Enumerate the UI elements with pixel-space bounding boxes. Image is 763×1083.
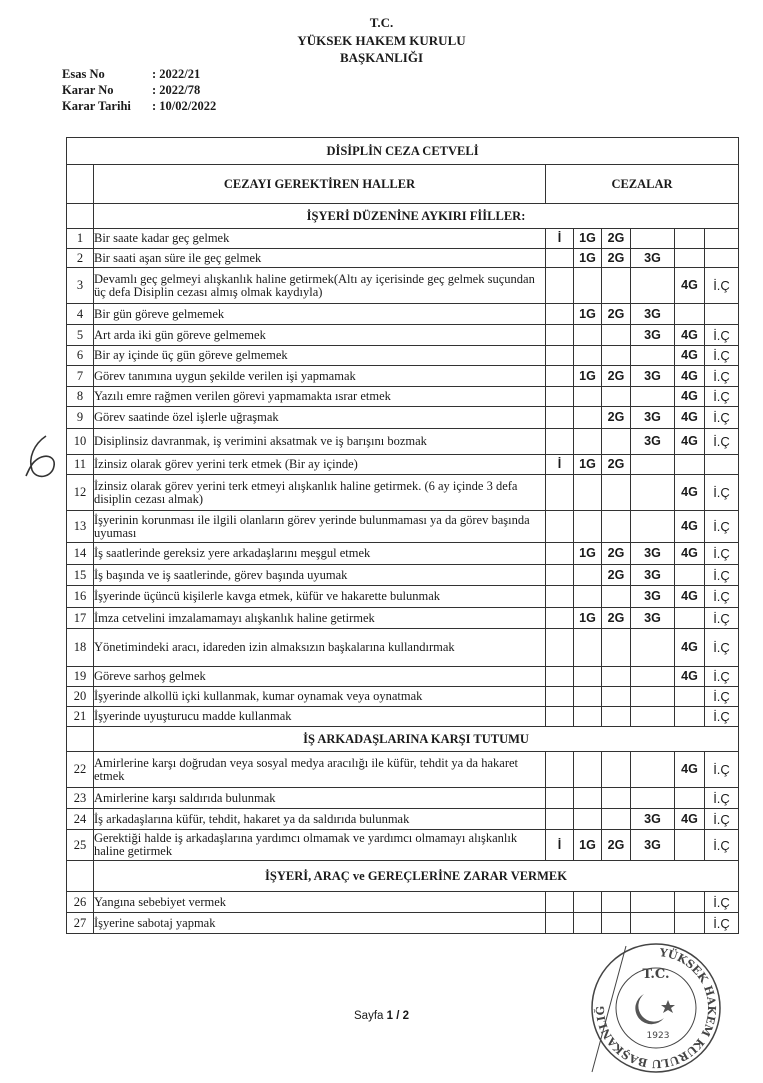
penalty-cell: 2G xyxy=(602,608,631,629)
row-number: 10 xyxy=(67,429,94,455)
penalty-cell: 3G xyxy=(631,830,675,861)
penalty-cell xyxy=(602,475,631,511)
penalty-cell xyxy=(574,752,602,788)
penalty-cell xyxy=(705,249,739,268)
penalty-cell xyxy=(574,629,602,667)
offense-text: Görev saatinde özel işlerle uğraşmak xyxy=(94,407,546,429)
row-number: 18 xyxy=(67,629,94,667)
table-row xyxy=(67,788,739,809)
meta-esas xyxy=(62,66,216,82)
penalty-cell: İ.Ç xyxy=(705,667,739,687)
table-row xyxy=(67,325,739,346)
offense-text: Bir gün göreve gelmemek xyxy=(94,304,546,325)
penalty-cell xyxy=(631,268,675,304)
penalty-cell: 2G xyxy=(602,830,631,861)
penalty-cell xyxy=(602,687,631,707)
penalty-table xyxy=(66,137,739,934)
row-number: 20 xyxy=(67,687,94,707)
header-blank-cell xyxy=(67,165,94,204)
offense-text: İzinsiz olarak görev yerini terk etmeyi alışkanlık haline getirmek. (6 ay içinde 3 defa disiplin cezası almak) xyxy=(94,475,546,511)
table-row xyxy=(67,387,739,407)
penalty-cell xyxy=(546,346,574,366)
section-title: İŞYERİ, ARAÇ ve GEREÇLERİNE ZARAR VERMEK xyxy=(94,861,739,892)
penalty-cell xyxy=(631,913,675,934)
row-number: 14 xyxy=(67,543,94,565)
penalty-cell xyxy=(574,788,602,809)
penalty-cell: İ xyxy=(546,830,574,861)
table-row xyxy=(67,229,739,249)
offense-text: İzinsiz olarak görev yerini terk etmek (Bir ay içinde) xyxy=(94,455,546,475)
offense-text: Bir saate kadar geç gelmek xyxy=(94,229,546,249)
table-row xyxy=(67,707,739,727)
row-number: 1 xyxy=(67,229,94,249)
section-blank-cell xyxy=(67,861,94,892)
footer-page-number: 1 / 2 xyxy=(386,1010,409,1022)
penalty-cell xyxy=(602,387,631,407)
penalty-cell xyxy=(631,707,675,727)
table-row xyxy=(67,366,739,387)
penalty-cell xyxy=(675,304,705,325)
penalty-cell: İ.Ç xyxy=(705,586,739,608)
penalty-cell xyxy=(546,565,574,586)
penalty-cell: İ.Ç xyxy=(705,892,739,913)
penalty-cell: İ.Ç xyxy=(705,608,739,629)
section-header-row xyxy=(67,727,739,752)
penalty-cell xyxy=(546,304,574,325)
penalty-cell: 3G xyxy=(631,809,675,830)
penalty-cell: İ.Ç xyxy=(705,830,739,861)
penalty-cell xyxy=(675,913,705,934)
penalty-cell xyxy=(546,325,574,346)
meta-label: Karar Tarihi xyxy=(62,99,131,113)
penalty-cell: 3G xyxy=(631,325,675,346)
penalty-cell xyxy=(631,387,675,407)
penalty-cell xyxy=(602,268,631,304)
penalty-cell xyxy=(546,687,574,707)
penalty-cell: 4G xyxy=(675,809,705,830)
offense-text: Amirlerine karşı doğrudan veya sosyal medya aracılığı ile küfür, tehdit ya da hakaret etmek xyxy=(94,752,546,788)
penalty-cell xyxy=(675,249,705,268)
penalty-cell: 3G xyxy=(631,565,675,586)
penalty-cell xyxy=(546,387,574,407)
penalty-cell: 3G xyxy=(631,543,675,565)
penalty-cell xyxy=(631,346,675,366)
footer-prefix: Sayfa xyxy=(354,1010,387,1022)
penalty-cell: İ.Ç xyxy=(705,366,739,387)
stamp-top-text: T.C. xyxy=(642,967,670,982)
row-number: 22 xyxy=(67,752,94,788)
penalty-cell: 4G xyxy=(675,475,705,511)
svg-text:YÜKSEK HAKEM KURULU BAŞKANLIĞI xyxy=(586,938,718,1070)
penalty-cell xyxy=(574,892,602,913)
penalty-cell: İ.Ç xyxy=(705,475,739,511)
penalty-cell: İ.Ç xyxy=(705,687,739,707)
row-number: 13 xyxy=(67,511,94,543)
penalty-cell xyxy=(546,268,574,304)
table-row xyxy=(67,249,739,268)
penalty-cell xyxy=(631,892,675,913)
table-row xyxy=(67,304,739,325)
header-tc: T.C. xyxy=(369,15,394,30)
row-number: 4 xyxy=(67,304,94,325)
offense-text: Yönetimindeki aracı, idareden izin almaksızın başkalarına kullandırmak xyxy=(94,629,546,667)
penalty-cell xyxy=(675,707,705,727)
penalty-cell: 1G xyxy=(574,543,602,565)
table-row xyxy=(67,268,739,304)
table-title: DİSİPLİN CEZA CETVELİ xyxy=(67,138,739,165)
penalty-cell: 4G xyxy=(675,366,705,387)
penalty-cell: 1G xyxy=(574,366,602,387)
penalty-cell: 2G xyxy=(602,455,631,475)
penalty-cell: 2G xyxy=(602,249,631,268)
penalty-cell: İ xyxy=(546,455,574,475)
penalty-cell: 4G xyxy=(675,629,705,667)
penalty-cell xyxy=(546,892,574,913)
offense-text: Göreve sarhoş gelmek xyxy=(94,667,546,687)
penalty-cell: 3G xyxy=(631,407,675,429)
section-title: İŞ ARKADAŞLARINA KARŞI TUTUMU xyxy=(94,727,739,752)
penalty-cell xyxy=(631,229,675,249)
offense-text: Art arda iki gün göreve gelmemek xyxy=(94,325,546,346)
header-presidency: BAŞKANLIĞI xyxy=(339,50,424,65)
penalty-cell: İ.Ç xyxy=(705,387,739,407)
penalty-cell xyxy=(546,809,574,830)
penalty-cell: 4G xyxy=(675,407,705,429)
meta-tarih xyxy=(62,98,216,114)
penalty-cell xyxy=(705,455,739,475)
row-number: 24 xyxy=(67,809,94,830)
meta-karar xyxy=(62,82,216,98)
penalty-cell xyxy=(546,752,574,788)
meta-label: Esas No xyxy=(62,67,105,81)
offense-text: Bir ay içinde üç gün göreve gelmemek xyxy=(94,346,546,366)
penalty-cell xyxy=(574,407,602,429)
meta-value: : 2022/21 xyxy=(152,67,201,81)
offense-text: İşyerinde üçüncü kişilerle kavga etmek, küfür ve hakarette bulunmak xyxy=(94,586,546,608)
penalty-cell xyxy=(546,913,574,934)
table-row xyxy=(67,543,739,565)
penalty-cell: İ.Ç xyxy=(705,346,739,366)
offense-text: Yangına sebebiyet vermek xyxy=(94,892,546,913)
row-number: 21 xyxy=(67,707,94,727)
penalty-cell: İ.Ç xyxy=(705,565,739,586)
offense-text: İşyerine sabotaj yapmak xyxy=(94,913,546,934)
penalty-cell: İ.Ç xyxy=(705,707,739,727)
penalty-cell xyxy=(574,586,602,608)
penalty-cell xyxy=(546,249,574,268)
stamp-year: 1923 xyxy=(646,1031,670,1041)
penalty-cell: İ.Ç xyxy=(705,325,739,346)
row-number: 5 xyxy=(67,325,94,346)
penalty-cell: 2G xyxy=(602,407,631,429)
penalty-cell xyxy=(675,830,705,861)
table-title-row xyxy=(67,138,739,165)
penalty-cell: 4G xyxy=(675,325,705,346)
penalty-cell: İ.Ç xyxy=(705,429,739,455)
penalty-cell xyxy=(675,687,705,707)
offense-text: Devamlı geç gelmeyi alışkanlık haline getirmek(Altı ay içerisinde geç gelmek suçundan üç defa Disiplin cezası almış olmak kaydıyla) xyxy=(94,268,546,304)
penalty-cell xyxy=(546,407,574,429)
penalty-cell xyxy=(546,667,574,687)
row-number: 16 xyxy=(67,586,94,608)
meta-value: : 10/02/2022 xyxy=(152,99,217,113)
penalty-cell: 1G xyxy=(574,304,602,325)
penalty-cell xyxy=(602,707,631,727)
penalty-cell xyxy=(546,429,574,455)
penalty-cell xyxy=(574,667,602,687)
penalty-cell xyxy=(602,629,631,667)
penalty-cell xyxy=(546,707,574,727)
offense-text: İş saatlerinde gereksiz yere arkadaşlarını meşgul etmek xyxy=(94,543,546,565)
penalty-cell xyxy=(602,586,631,608)
table-row xyxy=(67,752,739,788)
section-title: İŞYERİ DÜZENİNE AYKIRI FİİLLER: xyxy=(94,204,739,229)
penalty-cell xyxy=(574,475,602,511)
margin-mark-glyph xyxy=(24,432,64,482)
penalty-cell: İ.Ç xyxy=(705,268,739,304)
penalty-cell: 1G xyxy=(574,455,602,475)
row-number: 17 xyxy=(67,608,94,629)
penalty-cell xyxy=(546,629,574,667)
section-header-row xyxy=(67,204,739,229)
penalty-cell xyxy=(574,429,602,455)
penalty-cell xyxy=(546,543,574,565)
row-number: 25 xyxy=(67,830,94,861)
penalty-cell xyxy=(631,629,675,667)
row-number: 2 xyxy=(67,249,94,268)
penalty-cell: İ.Ç xyxy=(705,511,739,543)
penalty-cell: 2G xyxy=(602,366,631,387)
penalty-cell: 2G xyxy=(602,229,631,249)
offense-text: İşyerinin korunması ile ilgili olanların görev yerinde bulunmaması ya da görev başında uyuması xyxy=(94,511,546,543)
penalty-cell xyxy=(574,687,602,707)
penalty-cell xyxy=(602,511,631,543)
penalty-cell xyxy=(631,511,675,543)
penalty-cell xyxy=(574,707,602,727)
table-row xyxy=(67,913,739,934)
penalty-cell xyxy=(602,346,631,366)
table-row xyxy=(67,429,739,455)
table-row xyxy=(67,475,739,511)
header-institution: YÜKSEK HAKEM KURULU xyxy=(297,33,466,48)
offense-text: İşyerinde alkollü içki kullanmak, kumar oynamak veya oynatmak xyxy=(94,687,546,707)
row-number: 27 xyxy=(67,913,94,934)
section-blank-cell xyxy=(67,204,94,229)
penalty-cell: İ.Ç xyxy=(705,809,739,830)
penalty-cell xyxy=(631,667,675,687)
column-header-penalties: CEZALAR xyxy=(546,165,739,204)
table-row xyxy=(67,892,739,913)
row-number: 3 xyxy=(67,268,94,304)
penalty-cell: 4G xyxy=(675,586,705,608)
penalty-cell: 1G xyxy=(574,608,602,629)
penalty-cell xyxy=(546,788,574,809)
penalty-cell: 3G xyxy=(631,429,675,455)
row-number: 19 xyxy=(67,667,94,687)
table-row xyxy=(67,687,739,707)
offense-text: İmza cetvelini imzalamamayı alışkanlık haline getirmek xyxy=(94,608,546,629)
table-row xyxy=(67,667,739,687)
penalty-cell: 3G xyxy=(631,249,675,268)
row-number: 6 xyxy=(67,346,94,366)
row-number: 8 xyxy=(67,387,94,407)
row-number: 11 xyxy=(67,455,94,475)
penalty-cell xyxy=(675,565,705,586)
penalty-cell xyxy=(602,809,631,830)
section-blank-cell xyxy=(67,727,94,752)
section-header-row xyxy=(67,861,739,892)
table-row xyxy=(67,346,739,366)
column-header-offenses: CEZAYI GEREKTİREN HALLER xyxy=(94,165,546,204)
penalty-cell xyxy=(631,475,675,511)
penalty-cell: İ.Ç xyxy=(705,629,739,667)
penalty-cell xyxy=(675,892,705,913)
penalty-cell: İ.Ç xyxy=(705,913,739,934)
penalty-cell xyxy=(631,752,675,788)
penalty-cell xyxy=(574,913,602,934)
row-number: 23 xyxy=(67,788,94,809)
table-row xyxy=(67,407,739,429)
page-footer xyxy=(0,1010,763,1022)
penalty-cell xyxy=(574,268,602,304)
penalty-cell xyxy=(705,304,739,325)
table-row xyxy=(67,608,739,629)
offense-text: Amirlerine karşı saldırıda bulunmak xyxy=(94,788,546,809)
row-number: 7 xyxy=(67,366,94,387)
penalty-cell: İ.Ç xyxy=(705,788,739,809)
penalty-cell: 1G xyxy=(574,830,602,861)
penalty-cell xyxy=(631,788,675,809)
penalty-cell: İ xyxy=(546,229,574,249)
offense-text: Görev tanımına uygun şekilde verilen işi yapmamak xyxy=(94,366,546,387)
row-number: 12 xyxy=(67,475,94,511)
penalty-cell xyxy=(602,752,631,788)
penalty-cell: 4G xyxy=(675,346,705,366)
penalty-cell xyxy=(602,788,631,809)
row-number: 15 xyxy=(67,565,94,586)
penalty-cell: 3G xyxy=(631,366,675,387)
table-row xyxy=(67,511,739,543)
penalty-cell: İ.Ç xyxy=(705,407,739,429)
row-number: 26 xyxy=(67,892,94,913)
penalty-cell xyxy=(546,586,574,608)
offense-text: İş arkadaşlarına küfür, tehdit, hakaret ya da saldırıda bulunmak xyxy=(94,809,546,830)
penalty-cell: 4G xyxy=(675,752,705,788)
handwritten-margin-mark xyxy=(24,432,64,487)
penalty-cell: 2G xyxy=(602,565,631,586)
table-row xyxy=(67,586,739,608)
penalty-cell: İ.Ç xyxy=(705,543,739,565)
penalty-cell xyxy=(602,913,631,934)
penalty-cell xyxy=(574,565,602,586)
penalty-cell: 2G xyxy=(602,304,631,325)
table-row xyxy=(67,629,739,667)
table-row xyxy=(67,830,739,861)
penalty-cell xyxy=(574,511,602,543)
table-column-header-row xyxy=(67,165,739,204)
penalty-cell xyxy=(705,229,739,249)
penalty-cell: 3G xyxy=(631,304,675,325)
penalty-cell: 4G xyxy=(675,543,705,565)
penalty-cell: 4G xyxy=(675,429,705,455)
penalty-cell xyxy=(602,667,631,687)
penalty-cell xyxy=(675,608,705,629)
decision-meta xyxy=(62,66,216,114)
penalty-cell: 1G xyxy=(574,229,602,249)
penalty-cell: 4G xyxy=(675,511,705,543)
offense-text: Yazılı emre rağmen verilen görevi yapmamakta ısrar etmek xyxy=(94,387,546,407)
table-row xyxy=(67,455,739,475)
penalty-cell xyxy=(675,229,705,249)
penalty-cell xyxy=(574,346,602,366)
penalty-cell: 4G xyxy=(675,387,705,407)
stamp-ring-text: YÜKSEK HAKEM KURULU BAŞKANLIĞ xyxy=(593,946,719,1071)
penalty-cell xyxy=(631,455,675,475)
offense-text: Gerektiği halde iş arkadaşlarına yardımcı olmamak ve yardımcı olmamayı alışkanlık haline getirmek xyxy=(94,830,546,861)
penalty-cell xyxy=(546,475,574,511)
offense-text: Bir saati aşan süre ile geç gelmek xyxy=(94,249,546,268)
stamp-seal xyxy=(586,938,726,1078)
penalty-cell xyxy=(602,892,631,913)
meta-label: Karar No xyxy=(62,83,114,97)
penalty-cell xyxy=(574,809,602,830)
penalty-cell xyxy=(546,608,574,629)
penalty-cell xyxy=(546,511,574,543)
penalty-cell xyxy=(602,325,631,346)
offense-text: İş başında ve iş saatlerinde, görev başında uyumak xyxy=(94,565,546,586)
table-row xyxy=(67,809,739,830)
penalty-cell: İ.Ç xyxy=(705,752,739,788)
penalty-cell: 4G xyxy=(675,268,705,304)
penalty-cell: 4G xyxy=(675,667,705,687)
penalty-cell xyxy=(574,325,602,346)
penalty-cell: 3G xyxy=(631,608,675,629)
meta-value: : 2022/78 xyxy=(152,83,201,97)
penalty-cell xyxy=(546,366,574,387)
penalty-cell xyxy=(631,687,675,707)
row-number: 9 xyxy=(67,407,94,429)
penalty-cell xyxy=(602,429,631,455)
penalty-cell xyxy=(574,387,602,407)
offense-text: Disiplinsiz davranmak, iş verimini aksatmak ve iş barışını bozmak xyxy=(94,429,546,455)
penalty-cell: 2G xyxy=(602,543,631,565)
offense-text: İşyerinde uyuşturucu madde kullanmak xyxy=(94,707,546,727)
penalty-cell xyxy=(675,788,705,809)
penalty-cell: 3G xyxy=(631,586,675,608)
table-row xyxy=(67,565,739,586)
penalty-cell xyxy=(675,455,705,475)
penalty-cell: 1G xyxy=(574,249,602,268)
